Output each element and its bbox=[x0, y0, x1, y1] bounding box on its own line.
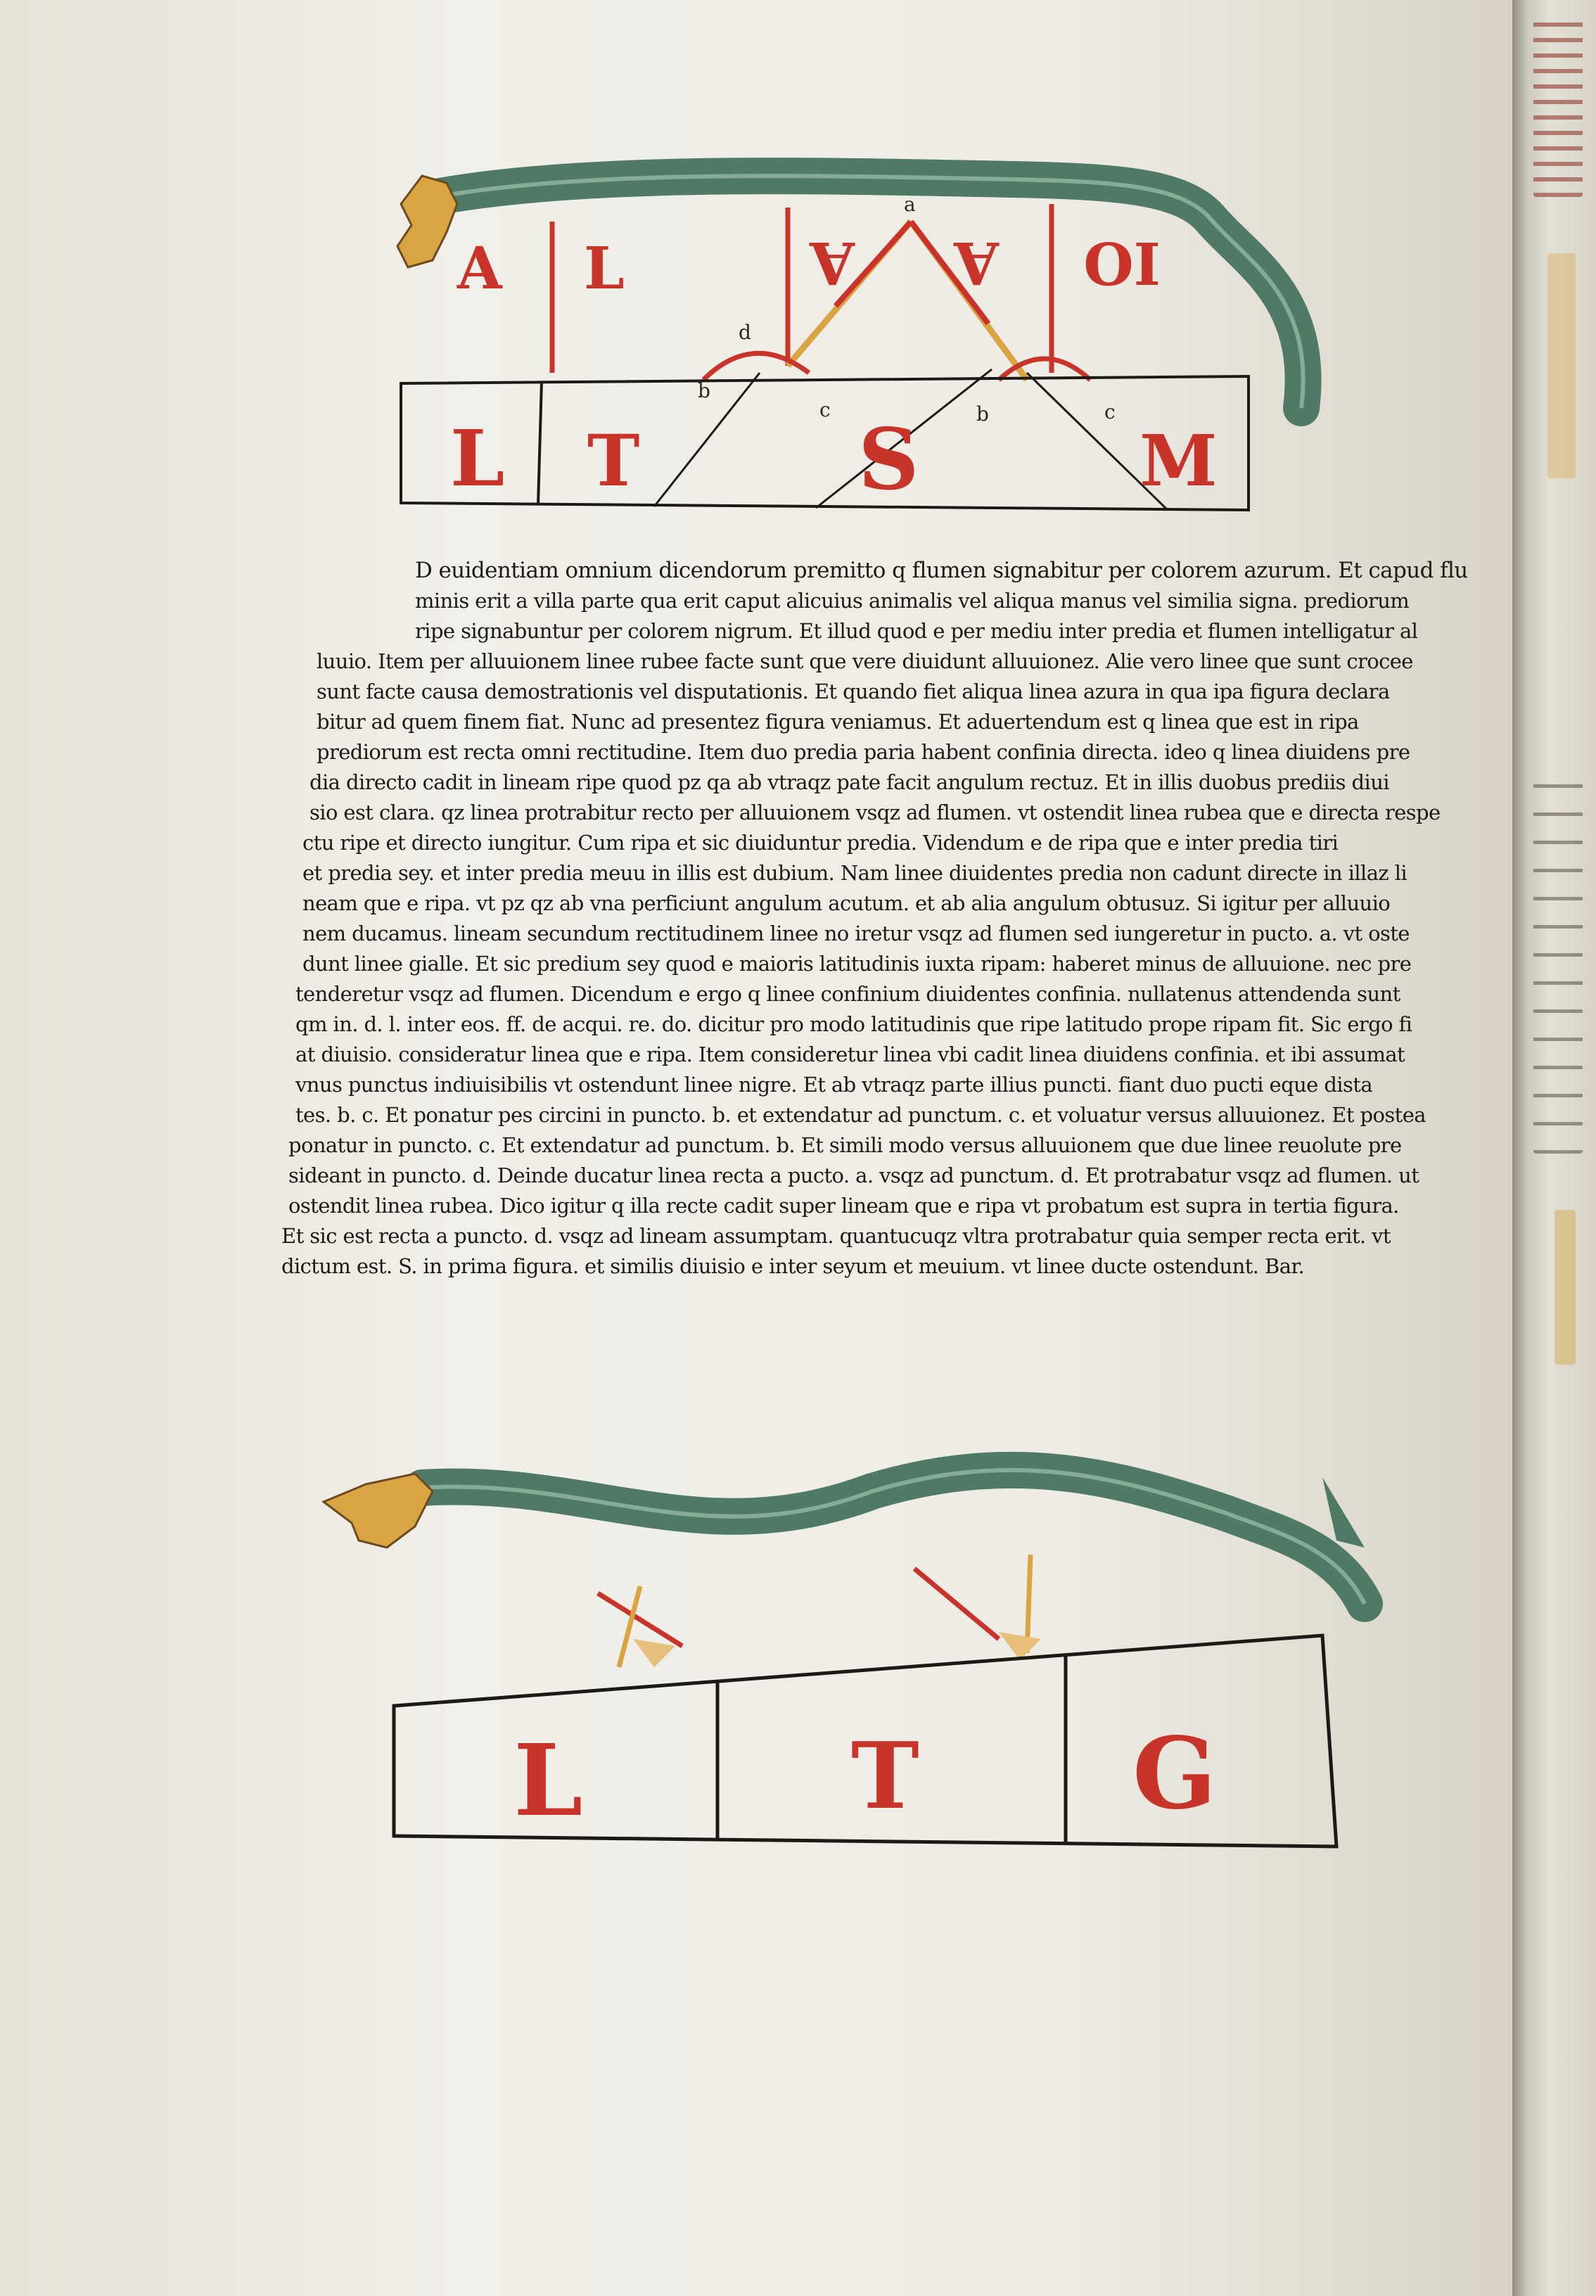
alluvion-diagram-bottom bbox=[309, 1435, 1393, 1871]
text-line: D euidentiam omnium dicendorum premitto q flumen signabitur per colorem azurum. Et capud flu bbox=[415, 558, 1468, 583]
text-line: sideant in puncto. d. Deinde ducatur linea recta a pucto. a. vsqz ad punctum. d. Et protrabatur vsqz ad flumen. ut bbox=[288, 1163, 1419, 1187]
alluvion-diagram-bottom-svg bbox=[309, 1435, 1393, 1871]
river bbox=[436, 176, 1303, 408]
point-b1: b bbox=[698, 379, 710, 402]
field-letter-t: T bbox=[851, 1722, 919, 1830]
text-line: ripe signabuntur per colorem nigrum. Et illud quod e per mediu inter predia et flumen intelligatur al bbox=[415, 619, 1418, 643]
text-line: sunt facte causa demostrationis vel disputationis. Et quando fiet aliqua linea azura in qua ipa figura declara bbox=[317, 680, 1390, 703]
text-line: et predia sey. et inter predia meuu in illis est dubium. Nam linee diuidentes predia non cadunt directe in illaz li bbox=[302, 861, 1407, 885]
upper-letter-io: IO bbox=[1083, 229, 1161, 296]
text-line: dictum est. S. in prima figura. et similis diuisio e inter seyum et meuium. vt linee ducte ostendunt. Bar. bbox=[281, 1254, 1305, 1278]
text-line: ponatur in puncto. c. Et extendatur ad punctum. b. Et simili modo versus alluuionem que due linee reuolute pre bbox=[288, 1133, 1402, 1157]
text-line: sio est clara. qz linea protrabitur recto per alluuionem vsqz ad flumen. vt ostendit linea rubea que e directa respe bbox=[309, 801, 1441, 824]
field-letter-t: T bbox=[587, 419, 640, 502]
upper-letter-l: L bbox=[584, 235, 625, 302]
upper-letter-a1: A bbox=[457, 235, 502, 302]
facing-page-edge bbox=[1512, 0, 1596, 2296]
upper-letter-a2: A bbox=[810, 229, 855, 296]
text-line: neam que e ripa. vt pz qz ab vna perficiunt angulum acutum. et ab alia angulum obtusuz. Si igitur per alluuio bbox=[302, 891, 1391, 915]
gloss-text-block bbox=[281, 556, 1468, 1282]
text-line: tenderetur vsqz ad flumen. Dicendum e ergo q linee confinium diuidentes confinia. nullatenus attendenda sunt bbox=[295, 982, 1400, 1006]
alluvion-diagram-top-svg bbox=[380, 155, 1336, 521]
field-letter-m: M bbox=[1139, 419, 1218, 502]
river bbox=[422, 1470, 1365, 1604]
point-b2: b bbox=[976, 402, 989, 426]
text-line: tes. b. c. Et ponatur pes circini in puncto. b. et extendatur ad punctum. c. et voluatur versus alluuionez. Et postea bbox=[295, 1103, 1426, 1127]
upper-letter-a3: A bbox=[954, 229, 999, 296]
point-d: d bbox=[739, 321, 751, 344]
point-c2: c bbox=[1104, 400, 1116, 423]
field-letter-s: S bbox=[858, 410, 919, 509]
alluvion-diagram-top bbox=[380, 155, 1336, 521]
text-line: nem ducamus. lineam secundum rectitudinem linee no iretur vsqz ad flumen sed iungeretur in pucto. a. vt oste bbox=[302, 921, 1410, 945]
point-c1: c bbox=[819, 398, 831, 421]
point-a: a bbox=[904, 193, 916, 216]
text-line: prediorum est recta omni rectitudine. Item duo predia paria habent confinia directa. ideo q linea diuidens pre bbox=[317, 740, 1410, 764]
text-line: dunt linee gialle. Et sic predium sey quod e maioris latitudinis iuxta ripam: haberet minus de alluuione. nec pre bbox=[302, 952, 1412, 976]
text-line: bitur ad quem finem fiat. Nunc ad presentez figura veniamus. Et aduertendum est q linea que est in ripa bbox=[317, 710, 1359, 734]
field-letter-g: G bbox=[1132, 1716, 1217, 1832]
river-head bbox=[397, 176, 457, 267]
river-head bbox=[324, 1474, 433, 1548]
field-letter-l: L bbox=[450, 413, 505, 504]
text-line: at diuisio. consideratur linea que e ripa. Item consideretur linea vbi cadit linea diuidens confinia. et ibi assumat bbox=[295, 1042, 1405, 1066]
text-line: ostendit linea rubea. Dico igitur q illa recte cadit super lineam que e ripa vt probatum est supra in tertia figura. bbox=[288, 1194, 1399, 1218]
text-line: luuio. Item per alluuionem linee rubee facte sunt que vere diuidunt alluuionez. Alie vero linee que sunt crocee bbox=[317, 649, 1413, 673]
field-letter-l: L bbox=[513, 1723, 583, 1839]
text-line: qm in. d. l. inter eos. ff. de acqui. re. do. dicitur pro modo latitudinis que ripe latitudo prope ripam fit. Sic ergo fi bbox=[295, 1012, 1412, 1036]
text-line: dia directo cadit in lineam ripe quod pz qa ab vtraqz pate facit angulum rectuz. Et in illis duobus prediis diui bbox=[309, 770, 1389, 794]
text-line: minis erit a villa parte qua erit caput alicuius animalis vel aliqua manus vel similia signa. prediorum bbox=[415, 589, 1410, 613]
text-line: ctu ripe et directo iungitur. Cum ripa et sic diuiduntur predia. Videndum e de ripa que e inter predia tiri bbox=[302, 831, 1339, 855]
text-line: vnus punctus indiuisibilis vt ostendunt linee nigre. Et ab vtraqz parte illius puncti. fiant duo pucti eque dista bbox=[295, 1073, 1373, 1097]
text-line: Et sic est recta a puncto. d. vsqz ad lineam assumptam. quantucuqz vltra protrabatur quia semper recta erit. vt bbox=[281, 1224, 1391, 1248]
